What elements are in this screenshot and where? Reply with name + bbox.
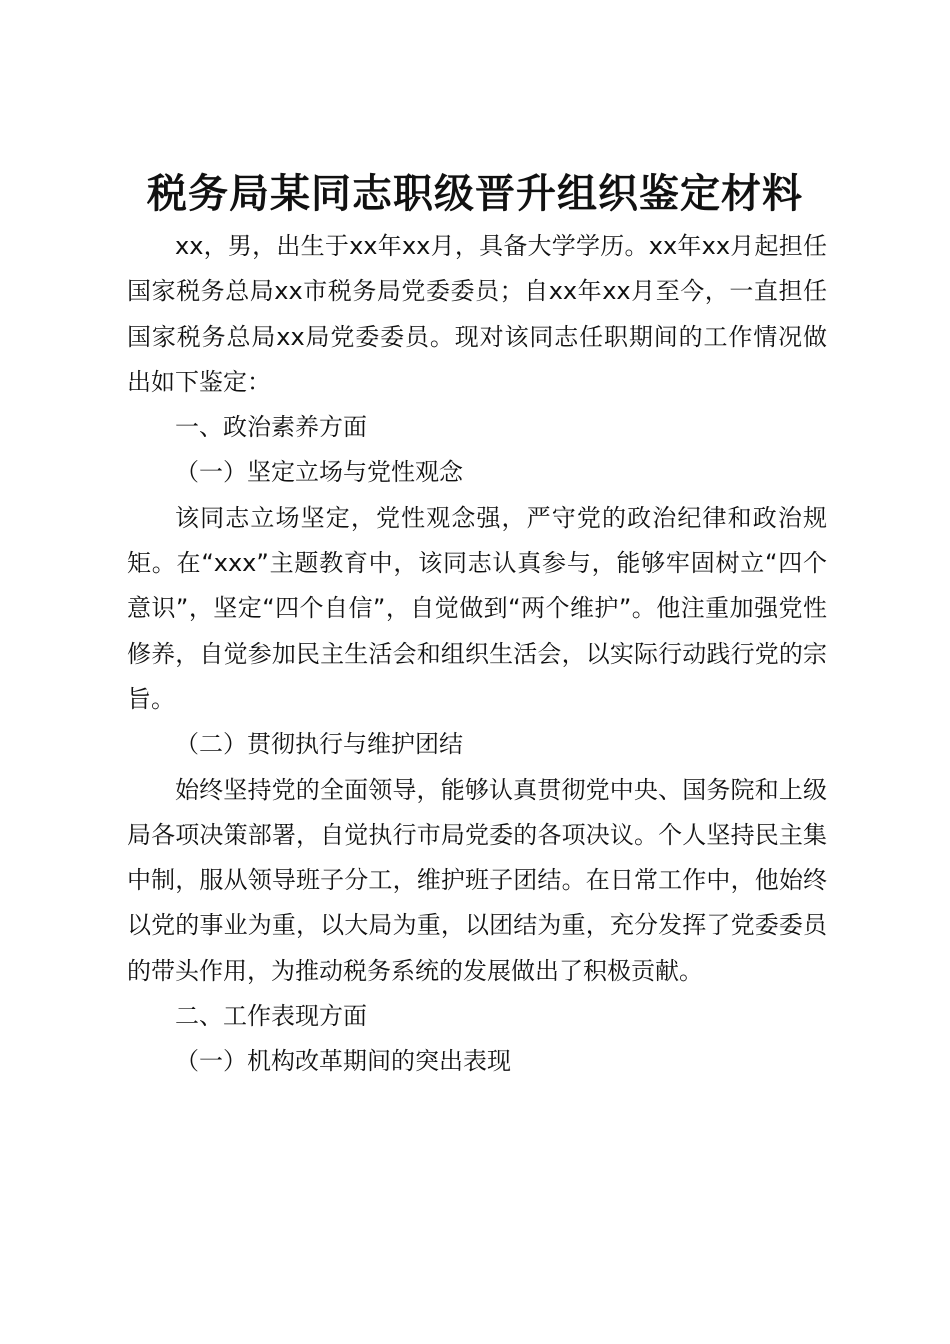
section-1-paragraph-2: 始终坚持党的全面领导，能够认真贯彻党中央、国务院和上级局各项决策部署，自觉执行市局党委的各项决议。个人坚持民主集中制，服从领导班子分工，维护班子团结。在日常工作中，他始终以党的事业为重，以大局为重，以团结为重，充分发挥了党委委员的带头作用，为推动税务系统的发展做出了积极贡献。 [127, 775, 827, 985]
section-1-subheading-1: （一）坚定立场与党性观念 [175, 458, 463, 487]
section-2-subheading-1: （一）机构改革期间的突出表现 [175, 1047, 511, 1076]
section-1-paragraph-1: 该同志立场坚定，党性观念强，严守党的政治纪律和政治规矩。在“xxx”主题教育中，该同志认真参与，能够牢固树立“四个意识”，坚定“四个自信”，自觉做到“两个维护”。他注重加强党性修养，自觉参加民主生活会和组织生活会，以实际行动践行党的宗旨。 [127, 503, 827, 713]
section-1-heading: 一、政治素养方面 [175, 413, 367, 442]
document-title: 税务局某同志职级晋升组织鉴定材料 [147, 170, 803, 217]
section-1-subheading-2: （二）贯彻执行与维护团结 [175, 730, 463, 759]
section-2-heading: 二、工作表现方面 [175, 1002, 367, 1031]
document-body [127, 224, 827, 1085]
intro-paragraph: xx，男，出生于xx年xx月，具备大学学历。xx年xx月起担任国家税务总局xx市税务局党委委员；自xx年xx月至今，一直担任国家税务总局xx局党委委员。现对该同志任职期间的工作情况做出如下鉴定： [127, 232, 827, 396]
